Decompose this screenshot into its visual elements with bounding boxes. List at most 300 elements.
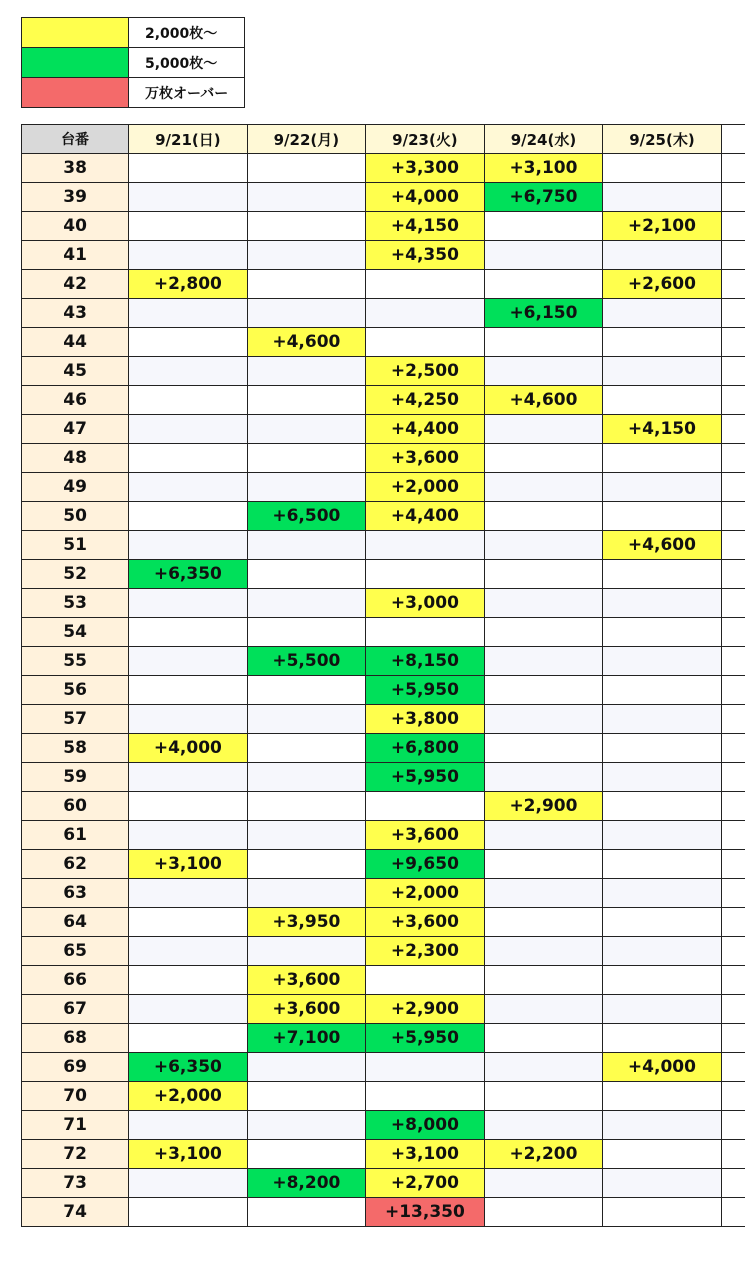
payout-cell <box>603 1140 721 1169</box>
machine-number: 73 <box>22 1169 129 1198</box>
payout-cell: +5,950 <box>366 676 485 705</box>
payout-cell <box>247 705 365 734</box>
machine-number: 41 <box>22 241 129 270</box>
table-row <box>22 241 745 270</box>
payout-cell <box>603 1169 721 1198</box>
payout-cell <box>484 1169 602 1198</box>
legend-item <box>22 78 245 108</box>
payout-cell: +2,100 <box>603 212 721 241</box>
cutoff-column <box>721 125 745 154</box>
payout-cell <box>484 1111 602 1140</box>
payout-cell: +7,100 <box>247 1024 365 1053</box>
machine-number: 63 <box>22 879 129 908</box>
payout-cell <box>129 1198 247 1227</box>
payout-cell: +5,500 <box>247 647 365 676</box>
payout-cell <box>247 676 365 705</box>
machine-number: 66 <box>22 966 129 995</box>
cutoff-cell <box>721 705 745 734</box>
machine-number: 44 <box>22 328 129 357</box>
payout-cell: +2,800 <box>129 270 247 299</box>
payout-cell <box>247 386 365 415</box>
machine-number: 39 <box>22 183 129 212</box>
payout-cell <box>129 154 247 183</box>
table-row <box>22 444 745 473</box>
cutoff-cell <box>721 850 745 879</box>
payout-cell <box>247 879 365 908</box>
machine-number: 55 <box>22 647 129 676</box>
payout-cell <box>129 299 247 328</box>
payout-cell <box>484 1024 602 1053</box>
payout-cell <box>484 357 602 386</box>
machine-number: 50 <box>22 502 129 531</box>
payout-cell <box>129 647 247 676</box>
payout-cell <box>603 299 721 328</box>
cutoff-cell <box>721 270 745 299</box>
payout-cell <box>603 676 721 705</box>
payout-cell <box>484 966 602 995</box>
payout-cell <box>129 473 247 502</box>
table-row <box>22 415 745 444</box>
table-row <box>22 1198 745 1227</box>
machine-number: 69 <box>22 1053 129 1082</box>
machine-number: 49 <box>22 473 129 502</box>
payout-cell: +3,100 <box>484 154 602 183</box>
cutoff-cell <box>721 937 745 966</box>
table-row <box>22 879 745 908</box>
legend-swatch <box>22 18 129 48</box>
payout-cell <box>484 734 602 763</box>
payout-cell <box>247 473 365 502</box>
cutoff-cell <box>721 1111 745 1140</box>
payout-cell <box>247 1198 365 1227</box>
payout-cell: +5,950 <box>366 1024 485 1053</box>
table-row <box>22 183 745 212</box>
payout-cell <box>484 241 602 270</box>
payout-cell: +4,400 <box>366 415 485 444</box>
table-row <box>22 560 745 589</box>
payout-cell: +8,150 <box>366 647 485 676</box>
payout-cell <box>484 328 602 357</box>
payout-cell: +2,500 <box>366 357 485 386</box>
payout-cell <box>603 647 721 676</box>
payout-cell: +4,600 <box>484 386 602 415</box>
machine-number: 47 <box>22 415 129 444</box>
table-row <box>22 734 745 763</box>
table-row <box>22 763 745 792</box>
payout-cell <box>247 1140 365 1169</box>
payout-cell: +4,000 <box>603 1053 721 1082</box>
payout-table <box>21 124 745 1227</box>
table-row <box>22 821 745 850</box>
payout-cell <box>484 589 602 618</box>
payout-cell <box>603 473 721 502</box>
payout-cell <box>247 299 365 328</box>
payout-cell <box>129 705 247 734</box>
payout-cell <box>366 531 485 560</box>
table-row <box>22 531 745 560</box>
payout-cell <box>603 937 721 966</box>
cutoff-cell <box>721 328 745 357</box>
payout-cell <box>129 1111 247 1140</box>
table-row <box>22 618 745 647</box>
payout-cell <box>247 1053 365 1082</box>
payout-cell <box>129 676 247 705</box>
table-row <box>22 386 745 415</box>
payout-cell <box>484 676 602 705</box>
payout-cell: +9,650 <box>366 850 485 879</box>
payout-cell: +3,100 <box>129 1140 247 1169</box>
machine-number: 57 <box>22 705 129 734</box>
payout-cell <box>247 763 365 792</box>
payout-cell: +8,000 <box>366 1111 485 1140</box>
payout-cell <box>247 154 365 183</box>
header-row <box>22 125 745 154</box>
payout-cell: +2,000 <box>129 1082 247 1111</box>
machine-number: 62 <box>22 850 129 879</box>
cutoff-cell <box>721 299 745 328</box>
date-header: 9/24(水) <box>484 125 602 154</box>
payout-cell <box>484 415 602 444</box>
cutoff-cell <box>721 1140 745 1169</box>
payout-cell <box>247 183 365 212</box>
payout-cell <box>484 473 602 502</box>
payout-cell: +2,700 <box>366 1169 485 1198</box>
cutoff-cell <box>721 154 745 183</box>
payout-cell: +3,100 <box>129 850 247 879</box>
cutoff-cell <box>721 792 745 821</box>
payout-cell: +2,900 <box>366 995 485 1024</box>
table-row <box>22 937 745 966</box>
payout-cell <box>129 212 247 241</box>
payout-cell: +2,300 <box>366 937 485 966</box>
payout-cell <box>484 212 602 241</box>
cutoff-cell <box>721 821 745 850</box>
table-row <box>22 1053 745 1082</box>
payout-cell: +3,600 <box>366 908 485 937</box>
payout-cell: +6,350 <box>129 1053 247 1082</box>
table-row <box>22 1169 745 1198</box>
legend-item <box>22 48 245 78</box>
payout-cell <box>247 1082 365 1111</box>
payout-cell <box>603 328 721 357</box>
legend-label: 万枚オーバー <box>129 78 245 108</box>
date-header: 9/22(月) <box>247 125 365 154</box>
machine-number: 58 <box>22 734 129 763</box>
payout-cell <box>247 212 365 241</box>
payout-cell <box>484 647 602 676</box>
payout-cell <box>129 531 247 560</box>
payout-cell <box>129 908 247 937</box>
payout-cell <box>484 1082 602 1111</box>
table-row <box>22 850 745 879</box>
payout-cell <box>247 531 365 560</box>
payout-cell <box>603 386 721 415</box>
machine-number: 71 <box>22 1111 129 1140</box>
payout-cell <box>366 328 485 357</box>
payout-cell <box>366 966 485 995</box>
payout-cell <box>603 908 721 937</box>
payout-cell <box>129 589 247 618</box>
machine-number-header: 台番 <box>22 125 129 154</box>
payout-cell <box>484 444 602 473</box>
payout-cell <box>366 792 485 821</box>
payout-cell <box>603 1111 721 1140</box>
payout-cell <box>129 1024 247 1053</box>
machine-number: 60 <box>22 792 129 821</box>
cutoff-cell <box>721 1169 745 1198</box>
machine-number: 72 <box>22 1140 129 1169</box>
date-header: 9/23(火) <box>366 125 485 154</box>
legend-swatch <box>22 78 129 108</box>
payout-cell <box>247 937 365 966</box>
payout-cell <box>484 995 602 1024</box>
payout-cell <box>366 270 485 299</box>
cutoff-cell <box>721 1082 745 1111</box>
payout-cell <box>247 444 365 473</box>
payout-cell <box>129 502 247 531</box>
payout-cell <box>603 879 721 908</box>
payout-cell: +4,350 <box>366 241 485 270</box>
payout-cell <box>247 270 365 299</box>
payout-cell <box>247 415 365 444</box>
payout-cell <box>603 850 721 879</box>
cutoff-cell <box>721 531 745 560</box>
payout-cell <box>484 560 602 589</box>
payout-cell <box>247 357 365 386</box>
payout-cell <box>247 560 365 589</box>
table-row <box>22 357 745 386</box>
cutoff-cell <box>721 415 745 444</box>
table-row <box>22 212 745 241</box>
payout-cell: +4,000 <box>129 734 247 763</box>
payout-cell <box>603 241 721 270</box>
payout-cell <box>247 589 365 618</box>
payout-cell: +3,800 <box>366 705 485 734</box>
payout-cell <box>484 937 602 966</box>
payout-cell <box>603 792 721 821</box>
table-row <box>22 589 745 618</box>
payout-cell <box>484 850 602 879</box>
payout-cell <box>603 183 721 212</box>
cutoff-cell <box>721 908 745 937</box>
payout-cell: +4,150 <box>603 415 721 444</box>
payout-cell <box>129 328 247 357</box>
table-row <box>22 502 745 531</box>
payout-cell <box>129 386 247 415</box>
payout-cell <box>129 415 247 444</box>
payout-cell: +6,350 <box>129 560 247 589</box>
cutoff-cell <box>721 386 745 415</box>
cutoff-cell <box>721 183 745 212</box>
cutoff-cell <box>721 734 745 763</box>
payout-cell: +3,600 <box>366 444 485 473</box>
payout-cell <box>484 1198 602 1227</box>
payout-cell <box>129 966 247 995</box>
payout-cell <box>129 357 247 386</box>
payout-cell <box>603 502 721 531</box>
table-row <box>22 154 745 183</box>
payout-cell <box>247 618 365 647</box>
payout-cell: +2,600 <box>603 270 721 299</box>
payout-cell <box>247 821 365 850</box>
table-row <box>22 676 745 705</box>
payout-cell: +3,600 <box>247 995 365 1024</box>
cutoff-cell <box>721 473 745 502</box>
payout-cell: +6,500 <box>247 502 365 531</box>
machine-number: 51 <box>22 531 129 560</box>
date-header: 9/25(木) <box>603 125 721 154</box>
payout-cell <box>484 618 602 647</box>
cutoff-cell <box>721 560 745 589</box>
payout-cell: +3,600 <box>247 966 365 995</box>
payout-cell <box>484 879 602 908</box>
payout-cell <box>603 1024 721 1053</box>
payout-cell <box>484 1053 602 1082</box>
payout-cell: +2,900 <box>484 792 602 821</box>
table-row <box>22 473 745 502</box>
cutoff-cell <box>721 1053 745 1082</box>
payout-cell: +4,600 <box>603 531 721 560</box>
payout-cell: +2,200 <box>484 1140 602 1169</box>
table-row <box>22 299 745 328</box>
payout-cell <box>129 937 247 966</box>
table-row <box>22 328 745 357</box>
payout-cell <box>603 1198 721 1227</box>
machine-number: 52 <box>22 560 129 589</box>
payout-cell: +6,750 <box>484 183 602 212</box>
machine-number: 53 <box>22 589 129 618</box>
cutoff-cell <box>721 1024 745 1053</box>
machine-number: 64 <box>22 908 129 937</box>
payout-cell: +3,100 <box>366 1140 485 1169</box>
payout-cell: +8,200 <box>247 1169 365 1198</box>
payout-cell: +4,600 <box>247 328 365 357</box>
payout-cell <box>603 618 721 647</box>
payout-cell <box>129 792 247 821</box>
payout-cell <box>484 908 602 937</box>
payout-cell <box>129 1169 247 1198</box>
payout-cell <box>603 705 721 734</box>
machine-number: 38 <box>22 154 129 183</box>
payout-cell <box>129 763 247 792</box>
cutoff-cell <box>721 966 745 995</box>
payout-cell <box>603 734 721 763</box>
payout-cell <box>603 966 721 995</box>
payout-cell: +13,350 <box>366 1198 485 1227</box>
payout-cell <box>129 241 247 270</box>
payout-cell <box>247 734 365 763</box>
payout-cell <box>603 1082 721 1111</box>
payout-cell: +4,150 <box>366 212 485 241</box>
payout-cell <box>247 241 365 270</box>
payout-cell <box>129 618 247 647</box>
payout-cell <box>603 444 721 473</box>
legend <box>21 17 245 108</box>
legend-label: 2,000枚〜 <box>129 18 245 48</box>
payout-cell: +3,300 <box>366 154 485 183</box>
table-row <box>22 966 745 995</box>
payout-cell <box>484 821 602 850</box>
table-row <box>22 908 745 937</box>
machine-number: 74 <box>22 1198 129 1227</box>
machine-number: 70 <box>22 1082 129 1111</box>
cutoff-cell <box>721 879 745 908</box>
payout-cell: +3,000 <box>366 589 485 618</box>
payout-cell: +3,950 <box>247 908 365 937</box>
machine-number: 40 <box>22 212 129 241</box>
legend-item <box>22 18 245 48</box>
payout-cell <box>603 763 721 792</box>
cutoff-cell <box>721 995 745 1024</box>
cutoff-cell <box>721 241 745 270</box>
payout-cell: +2,000 <box>366 473 485 502</box>
payout-cell <box>603 821 721 850</box>
payout-cell <box>484 502 602 531</box>
payout-cell <box>129 444 247 473</box>
payout-cell <box>603 589 721 618</box>
cutoff-cell <box>721 647 745 676</box>
payout-cell: +5,950 <box>366 763 485 792</box>
machine-number: 56 <box>22 676 129 705</box>
payout-cell <box>129 183 247 212</box>
cutoff-cell <box>721 212 745 241</box>
machine-number: 67 <box>22 995 129 1024</box>
table-row <box>22 705 745 734</box>
payout-cell <box>366 618 485 647</box>
table-row <box>22 1140 745 1169</box>
payout-cell <box>247 792 365 821</box>
table-row <box>22 792 745 821</box>
payout-cell <box>603 357 721 386</box>
payout-cell <box>129 879 247 908</box>
payout-cell: +2,000 <box>366 879 485 908</box>
machine-number: 68 <box>22 1024 129 1053</box>
machine-number: 45 <box>22 357 129 386</box>
machine-number: 42 <box>22 270 129 299</box>
cutoff-cell <box>721 1198 745 1227</box>
machine-number: 46 <box>22 386 129 415</box>
payout-cell <box>366 560 485 589</box>
payout-cell <box>247 1111 365 1140</box>
payout-cell <box>129 821 247 850</box>
machine-number: 61 <box>22 821 129 850</box>
payout-cell <box>484 705 602 734</box>
table-row <box>22 1111 745 1140</box>
table-row <box>22 647 745 676</box>
payout-cell <box>603 560 721 589</box>
payout-cell: +3,600 <box>366 821 485 850</box>
payout-cell: +6,800 <box>366 734 485 763</box>
payout-cell <box>247 850 365 879</box>
payout-cell <box>366 1082 485 1111</box>
payout-cell <box>484 531 602 560</box>
machine-number: 59 <box>22 763 129 792</box>
payout-cell <box>603 995 721 1024</box>
machine-number: 48 <box>22 444 129 473</box>
payout-cell <box>603 154 721 183</box>
payout-cell: +4,400 <box>366 502 485 531</box>
machine-number: 43 <box>22 299 129 328</box>
payout-cell: +4,000 <box>366 183 485 212</box>
table-row <box>22 1024 745 1053</box>
legend-swatch <box>22 48 129 78</box>
payout-cell <box>366 1053 485 1082</box>
payout-cell: +6,150 <box>484 299 602 328</box>
cutoff-cell <box>721 676 745 705</box>
payout-cell <box>129 995 247 1024</box>
cutoff-cell <box>721 763 745 792</box>
cutoff-cell <box>721 444 745 473</box>
